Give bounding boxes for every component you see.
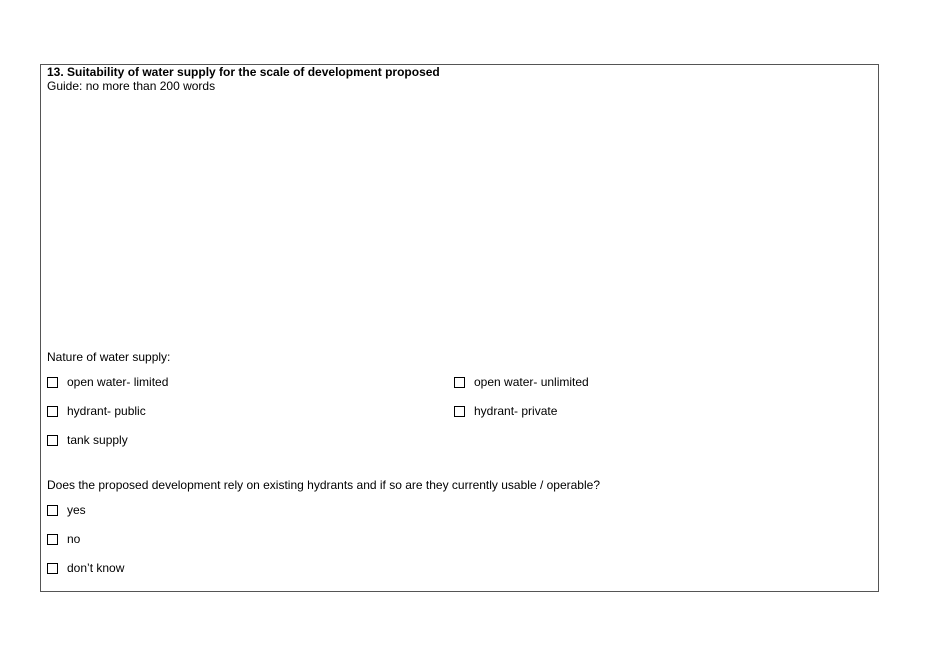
water-supply-section [40,64,879,592]
option-dont-know[interactable] [47,560,124,576]
option-label: tank supply [67,433,128,447]
option-label: hydrant- private [474,404,558,418]
option-label: hydrant- public [67,404,146,418]
section-heading: 13. Suitability of water supply for the scale of development proposed [47,65,440,79]
option-label: open water- unlimited [474,375,589,389]
option-tank-supply[interactable] [47,432,128,448]
option-label: open water- limited [67,375,169,389]
option-hydrant-public[interactable] [47,403,146,419]
option-label: yes [67,503,86,517]
checkbox-dont-know[interactable] [47,563,58,574]
word-limit-guide: Guide: no more than 200 words [47,79,216,93]
checkbox-hydrant-public[interactable] [47,406,58,417]
nature-of-water-supply-label: Nature of water supply: [47,350,171,364]
checkbox-yes[interactable] [47,505,58,516]
option-open-water-limited[interactable] [47,374,168,390]
checkbox-hydrant-private[interactable] [454,406,465,417]
existing-hydrants-question: Does the proposed development rely on existing hydrants and if so are they currently usable / operable? [47,478,600,492]
checkbox-open-water-limited[interactable] [47,377,58,388]
option-hydrant-private[interactable] [454,403,557,419]
option-label: don’t know [67,561,125,575]
checkbox-open-water-unlimited[interactable] [454,377,465,388]
option-no[interactable] [47,531,80,547]
option-open-water-unlimited[interactable] [454,374,589,390]
checkbox-tank-supply[interactable] [47,435,58,446]
checkbox-no[interactable] [47,534,58,545]
option-yes[interactable] [47,502,86,518]
option-label: no [67,532,81,546]
